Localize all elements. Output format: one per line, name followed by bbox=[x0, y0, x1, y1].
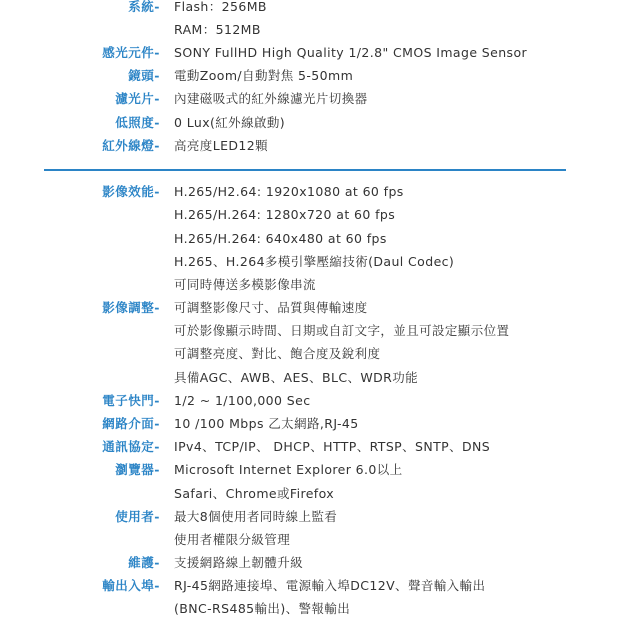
spec-value: 0 Lux(紅外線啟動) bbox=[174, 115, 286, 130]
section-divider bbox=[44, 169, 566, 171]
spec-row bbox=[0, 297, 620, 319]
spec-label: 影像調整- bbox=[102, 300, 160, 315]
spec-row bbox=[0, 204, 620, 226]
spec-label: 影像效能- bbox=[102, 184, 160, 199]
spec-value: RAM：512MB bbox=[174, 22, 261, 37]
spec-value: 10 /100 Mbps 乙太網路,RJ-45 bbox=[174, 416, 359, 431]
spec-row bbox=[0, 598, 620, 620]
spec-label: 紅外線燈- bbox=[102, 138, 160, 153]
spec-row bbox=[0, 135, 620, 157]
spec-row bbox=[0, 436, 620, 458]
spec-value: Safari、Chrome或Firefox bbox=[174, 486, 335, 501]
spec-value: 電動Zoom/自動對焦 5-50mm bbox=[174, 68, 354, 83]
spec-row bbox=[0, 483, 620, 505]
spec-row bbox=[0, 506, 620, 528]
spec-value: H.265/H.264: 1280x720 at 60 fps bbox=[174, 207, 396, 222]
spec-row bbox=[0, 181, 620, 203]
spec-row bbox=[0, 112, 620, 134]
spec-value: H.265、H.264多模引擎壓縮技術(Daul Codec) bbox=[174, 254, 455, 269]
spec-value: 可調整亮度、對比、飽合度及銳利度 bbox=[174, 346, 381, 361]
spec-label: 網路介面- bbox=[102, 416, 160, 431]
spec-row bbox=[0, 88, 620, 110]
spec-value: 使用者權限分級管理 bbox=[174, 532, 291, 547]
spec-row bbox=[0, 42, 620, 64]
spec-label: 輸出入埠- bbox=[102, 578, 160, 593]
spec-row bbox=[0, 343, 620, 365]
spec-row bbox=[0, 367, 620, 389]
spec-label: 系統- bbox=[128, 0, 160, 14]
spec-label: 濾光片- bbox=[115, 91, 160, 106]
spec-value: 高亮度LED12顆 bbox=[174, 138, 268, 153]
spec-row bbox=[0, 459, 620, 481]
spec-label: 使用者- bbox=[115, 509, 160, 524]
spec-row bbox=[0, 19, 620, 41]
spec-value: 內建磁吸式的紅外線濾光片切換器 bbox=[174, 91, 368, 106]
spec-row bbox=[0, 251, 620, 273]
spec-row bbox=[0, 228, 620, 250]
spec-value: 可於影像顯示時間、日期或自訂文字，並且可設定顯示位置 bbox=[174, 323, 510, 338]
spec-value: SONY FullHD High Quality 1/2.8" CMOS Image Sensor bbox=[174, 45, 528, 60]
spec-row bbox=[0, 390, 620, 412]
spec-row bbox=[0, 274, 620, 296]
spec-row bbox=[0, 320, 620, 342]
spec-label: 電子快門- bbox=[102, 393, 160, 408]
spec-value: Flash：256MB bbox=[174, 0, 267, 14]
spec-value: Microsoft Internet Explorer 6.0以上 bbox=[174, 462, 403, 477]
spec-row bbox=[0, 0, 620, 18]
spec-label: 瀏覽器- bbox=[115, 462, 160, 477]
spec-row bbox=[0, 529, 620, 551]
spec-label: 維護- bbox=[128, 555, 160, 570]
spec-value: (BNC-RS485輸出)、警報輸出 bbox=[174, 601, 351, 616]
spec-label: 鏡頭- bbox=[128, 68, 160, 83]
spec-value: H.265/H.264: 640x480 at 60 fps bbox=[174, 231, 387, 246]
spec-row bbox=[0, 575, 620, 597]
spec-label: 通訊協定- bbox=[102, 439, 160, 454]
spec-value: 可調整影像尺寸、品質與傳輸速度 bbox=[174, 300, 368, 315]
spec-value: H.265/H2.64: 1920x1080 at 60 fps bbox=[174, 184, 404, 199]
spec-row bbox=[0, 413, 620, 435]
spec-value: 1/2 ~ 1/100,000 Sec bbox=[174, 393, 311, 408]
spec-value: 可同時傳送多模影像串流 bbox=[174, 277, 316, 292]
spec-value: 支援網路線上韌體升級 bbox=[174, 555, 304, 570]
spec-value: 具備AGC、AWB、AES、BLC、WDR功能 bbox=[174, 370, 419, 385]
spec-row bbox=[0, 65, 620, 87]
spec-label: 低照度- bbox=[115, 115, 160, 130]
spec-row bbox=[0, 552, 620, 574]
spec-label: 感光元件- bbox=[102, 45, 160, 60]
spec-value: 最大8個使用者同時線上監看 bbox=[174, 509, 338, 524]
spec-value: RJ-45網路連接埠、電源輸入埠DC12V、聲音輸入輸出 bbox=[174, 578, 486, 593]
spec-value: IPv4、TCP/IP、 DHCP、HTTP、RTSP、SNTP、DNS bbox=[174, 439, 491, 454]
